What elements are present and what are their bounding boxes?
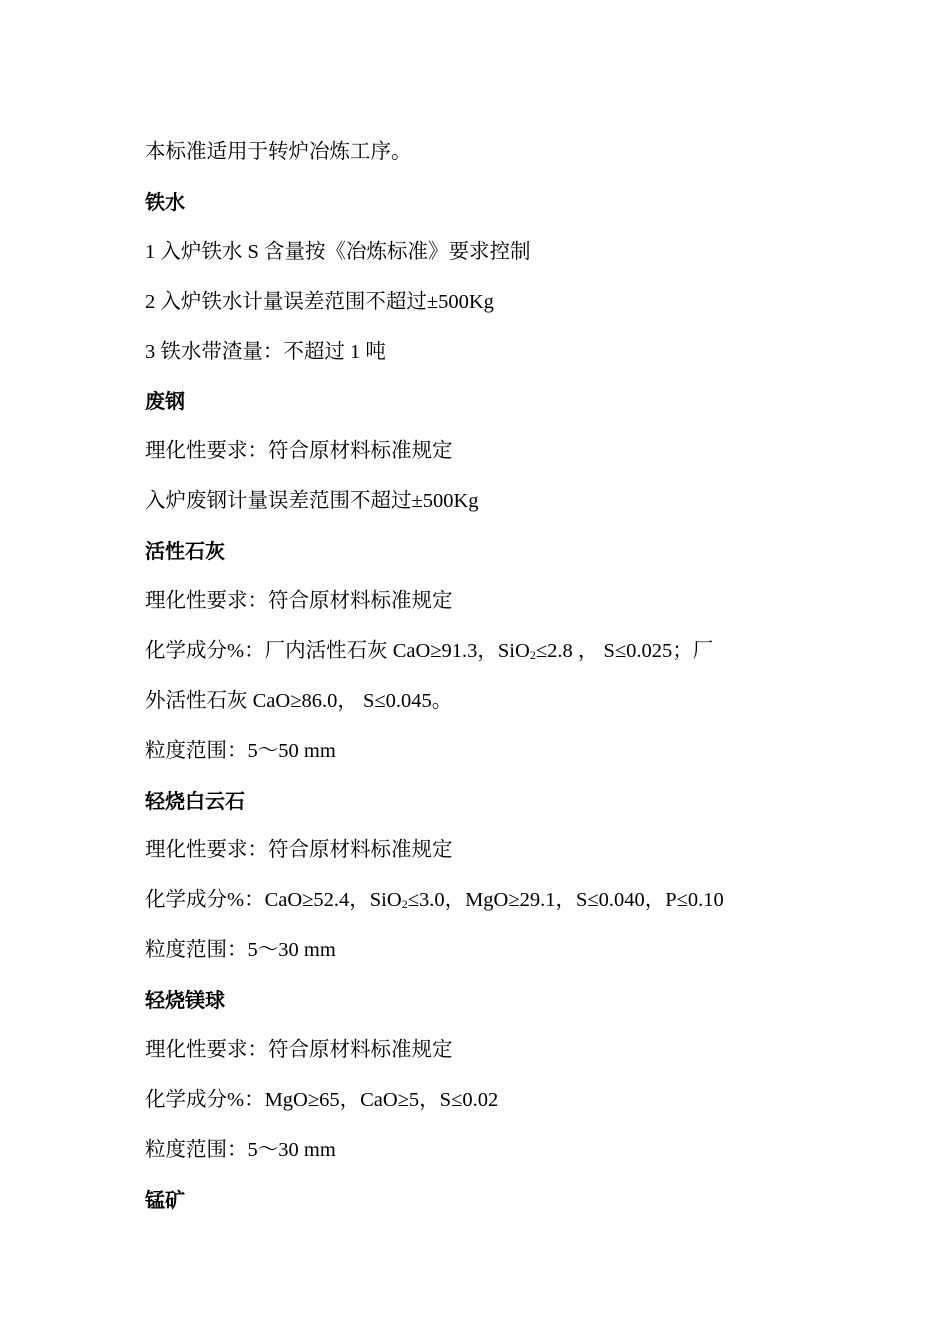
section-heading-magnesia: 轻烧镁球	[145, 988, 225, 1013]
magnesia-size: 粒度范围：5～30 mm	[145, 1138, 336, 1161]
scrap-item-1: 理化性要求：符合原材料标准规定	[145, 440, 453, 463]
dolomite-chemistry-part-a: 化学成分%：CaO≥52.4，SiO	[145, 889, 402, 912]
iron-item-1: 1 入炉铁水 S 含量按《冶炼标准》要求控制	[145, 240, 531, 263]
iron-item-3: 3 铁水带渣量：不超过 1 吨	[145, 340, 386, 363]
intro-paragraph: 本标准适用于转炉冶炼工序。	[145, 141, 412, 163]
magnesia-spec: 理化性要求：符合原材料标准规定	[145, 1039, 453, 1062]
iron-item-2: 2 入炉铁水计量误差范围不超过±500Kg	[145, 290, 494, 313]
dolomite-chemistry-part-b: ≤3.0，MgO≥29.1，S≤0.040，P≤0.10	[407, 889, 724, 912]
lime-chemistry-line-2: 外活性石灰 CaO≥86.0， S≤0.045。	[145, 689, 453, 712]
dolomite-chemistry-subscript: 2	[401, 897, 408, 912]
section-heading-iron: 铁水	[145, 189, 185, 214]
section-heading-dolomite: 轻烧白云石	[145, 788, 245, 813]
section-heading-lime: 活性石灰	[145, 539, 225, 564]
section-heading-scrap: 废钢	[145, 389, 185, 414]
section-heading-manganese: 锰矿	[145, 1187, 185, 1212]
lime-chemistry-part-b: ≤2.8 ， S≤0.025；厂	[535, 639, 714, 662]
lime-spec: 理化性要求：符合原材料标准规定	[145, 590, 453, 613]
lime-chemistry-part-a: 化学成分%：厂内活性石灰 CaO≥91.3，SiO	[145, 639, 530, 662]
lime-chemistry-subscript: 2	[529, 647, 536, 662]
dolomite-spec: 理化性要求：符合原材料标准规定	[145, 839, 453, 862]
scrap-item-2: 入炉废钢计量误差范围不超过±500Kg	[145, 490, 479, 513]
dolomite-size: 粒度范围：5～30 mm	[145, 939, 336, 962]
dolomite-chemistry	[145, 879, 825, 929]
document-body	[145, 131, 825, 1229]
lime-chemistry-line-1	[145, 630, 825, 680]
lime-size: 粒度范围：5～50 mm	[145, 739, 336, 762]
magnesia-chemistry: 化学成分%：MgO≥65，CaO≥5，S≤0.02	[145, 1088, 499, 1111]
